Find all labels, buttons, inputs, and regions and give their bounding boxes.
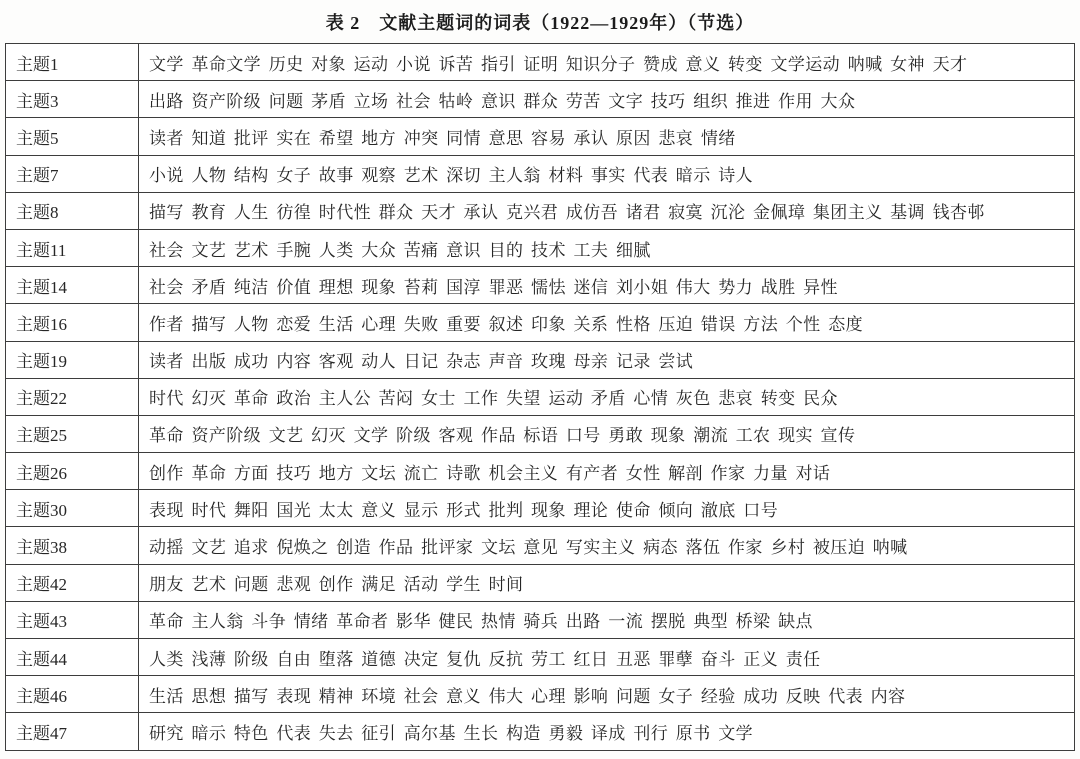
topic-id-cell: 主题14 — [6, 267, 139, 304]
table-row — [6, 378, 1075, 415]
table-row — [6, 81, 1075, 118]
topic-words-cell: 革命 主人翁 斗争 情绪 革命者 影华 健民 热情 骑兵 出路 一流 摆脱 典型 桥梁 缺点 — [139, 601, 1075, 638]
table-row — [6, 267, 1075, 304]
topic-words-cell: 生活 思想 描写 表现 精神 环境 社会 意义 伟大 心理 影响 问题 女子 经验 成功 反映 代表 内容 — [139, 676, 1075, 713]
table-row — [6, 527, 1075, 564]
table-row — [6, 713, 1075, 750]
topic-words-cell: 作者 描写 人物 恋爱 生活 心理 失败 重要 叙述 印象 关系 性格 压迫 错误 方法 个性 态度 — [139, 304, 1075, 341]
topic-id-cell: 主题38 — [6, 527, 139, 564]
topic-id-cell: 主题8 — [6, 192, 139, 229]
topic-words-cell: 读者 知道 批评 实在 希望 地方 冲突 同情 意思 容易 承认 原因 悲哀 情绪 — [139, 118, 1075, 155]
topic-words-cell: 表现 时代 舞阳 国光 太太 意义 显示 形式 批判 现象 理论 使命 倾向 澈底 口号 — [139, 490, 1075, 527]
table-row — [6, 44, 1075, 81]
topic-words-cell: 朋友 艺术 问题 悲观 创作 满足 活动 学生 时间 — [139, 564, 1075, 601]
table-row — [6, 229, 1075, 266]
topic-id-cell: 主题42 — [6, 564, 139, 601]
topic-id-cell: 主题43 — [6, 601, 139, 638]
topic-words-cell: 人类 浅薄 阶级 自由 堕落 道德 决定 复仇 反抗 劳工 红日 丑恶 罪孽 奋斗 正义 责任 — [139, 639, 1075, 676]
table-row — [6, 415, 1075, 452]
table-row — [6, 601, 1075, 638]
topic-words-cell: 文学 革命文学 历史 对象 运动 小说 诉苦 指引 证明 知识分子 赞成 意义 转变 文学运动 呐喊 女神 天才 — [139, 44, 1075, 81]
table-row — [6, 676, 1075, 713]
topic-id-cell: 主题44 — [6, 639, 139, 676]
topic-words-table — [5, 43, 1075, 751]
topic-id-cell: 主题25 — [6, 415, 139, 452]
table-row — [6, 341, 1075, 378]
topic-words-cell: 出路 资产阶级 问题 茅盾 立场 社会 牯岭 意识 群众 劳苦 文字 技巧 组织 推进 作用 大众 — [139, 81, 1075, 118]
table-title: 表 2 文献主题词的词表（1922—1929年）（节选） — [325, 13, 755, 33]
table-row — [6, 192, 1075, 229]
table-row — [6, 304, 1075, 341]
topic-words-cell: 社会 文艺 艺术 手腕 人类 大众 苦痛 意识 目的 技术 工夫 细腻 — [139, 229, 1075, 266]
topic-words-cell: 创作 革命 方面 技巧 地方 文坛 流亡 诗歌 机会主义 有产者 女性 解剖 作家 力量 对话 — [139, 453, 1075, 490]
topic-words-cell: 动摇 文艺 追求 倪焕之 创造 作品 批评家 文坛 意见 写实主义 病态 落伍 作家 乡村 被压迫 呐喊 — [139, 527, 1075, 564]
topic-words-cell: 社会 矛盾 纯洁 价值 理想 现象 苔莉 国淳 罪恶 懦怯 迷信 刘小姐 伟大 势力 战胜 异性 — [139, 267, 1075, 304]
table-body — [6, 44, 1075, 751]
topic-words-cell: 革命 资产阶级 文艺 幻灭 文学 阶级 客观 作品 标语 口号 勇敢 现象 潮流 工农 现实 宣传 — [139, 415, 1075, 452]
topic-id-cell: 主题16 — [6, 304, 139, 341]
topic-id-cell: 主题46 — [6, 676, 139, 713]
topic-id-cell: 主题1 — [6, 44, 139, 81]
topic-words-cell: 描写 教育 人生 彷徨 时代性 群众 天才 承认 克兴君 成仿吾 诸君 寂寞 沉沦 金佩璋 集团主义 基调 钱杏邨 — [139, 192, 1075, 229]
topic-words-cell: 小说 人物 结构 女子 故事 观察 艺术 深切 主人翁 材料 事实 代表 暗示 诗人 — [139, 155, 1075, 192]
topic-words-cell: 研究 暗示 特色 代表 失去 征引 高尔基 生长 构造 勇毅 译成 刊行 原书 文学 — [139, 713, 1075, 750]
topic-words-cell: 读者 出版 成功 内容 客观 动人 日记 杂志 声音 玫瑰 母亲 记录 尝试 — [139, 341, 1075, 378]
topic-id-cell: 主题22 — [6, 378, 139, 415]
table-row — [6, 155, 1075, 192]
topic-words-cell: 时代 幻灭 革命 政治 主人公 苦闷 女士 工作 失望 运动 矛盾 心情 灰色 悲哀 转变 民众 — [139, 378, 1075, 415]
table-row — [6, 453, 1075, 490]
table-row — [6, 639, 1075, 676]
topic-id-cell: 主题11 — [6, 229, 139, 266]
topic-id-cell: 主题26 — [6, 453, 139, 490]
topic-id-cell: 主题30 — [6, 490, 139, 527]
topic-id-cell: 主题47 — [6, 713, 139, 750]
table-row — [6, 118, 1075, 155]
table-row — [6, 490, 1075, 527]
topic-id-cell: 主题7 — [6, 155, 139, 192]
topic-id-cell: 主题5 — [6, 118, 139, 155]
table-row — [6, 564, 1075, 601]
topic-id-cell: 主题3 — [6, 81, 139, 118]
topic-id-cell: 主题19 — [6, 341, 139, 378]
